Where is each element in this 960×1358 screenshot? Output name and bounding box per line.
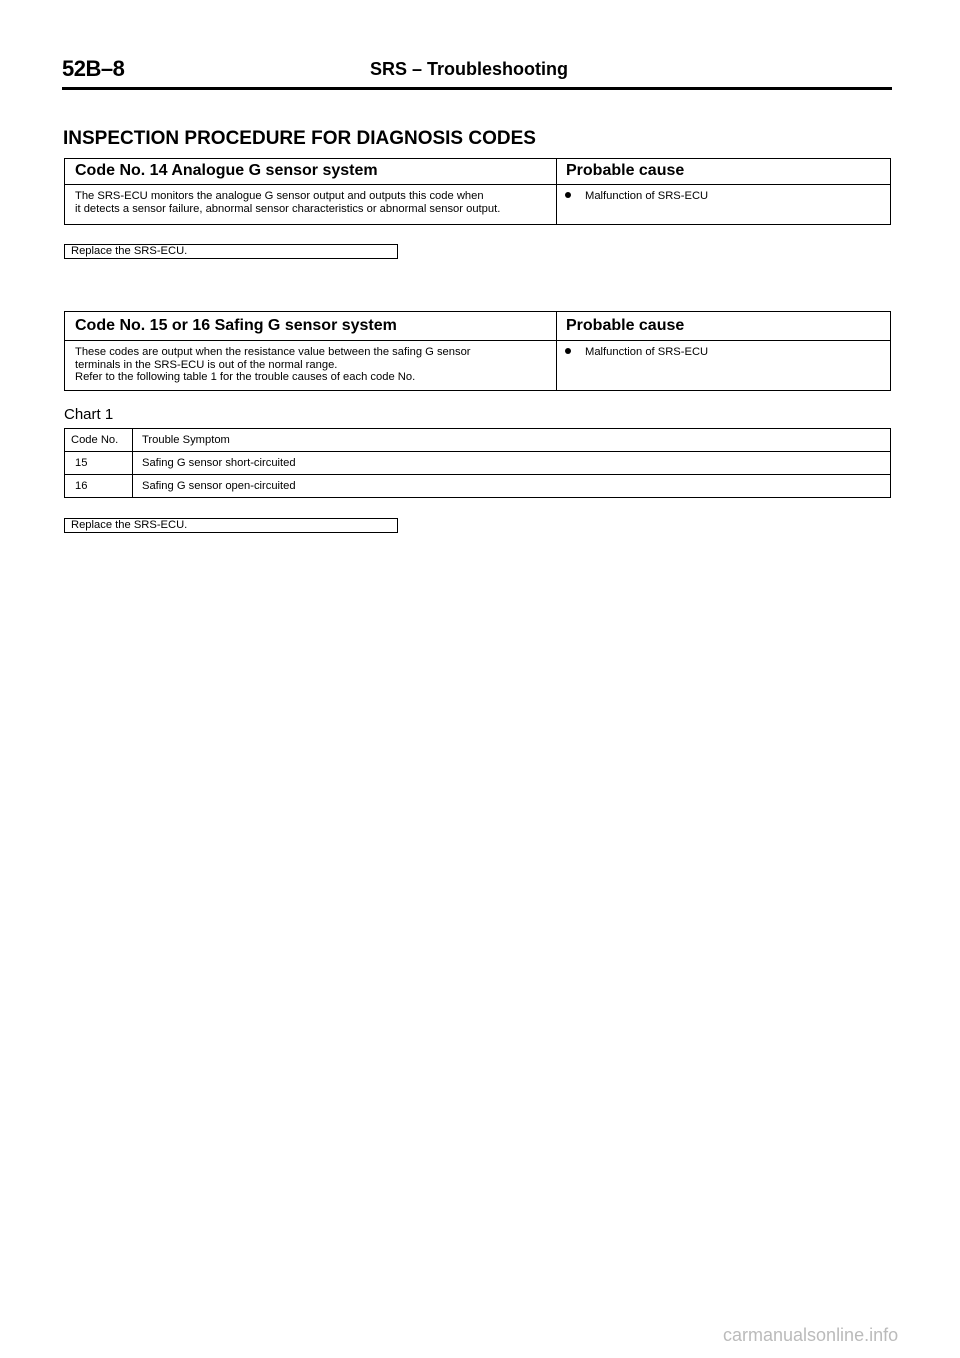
probable-cause-text: Malfunction of SRS-ECU — [585, 346, 709, 358]
watermark: carmanualsonline.info — [723, 1325, 899, 1345]
procedure-header-row — [65, 159, 890, 185]
description-line: The SRS-ECU monitors the analogue G sensor output and outputs this code when — [75, 190, 484, 202]
chart-table — [64, 428, 891, 498]
probable-cause-text: Malfunction of SRS-ECU — [585, 190, 709, 202]
chart-header-row — [65, 429, 890, 452]
procedure-description — [65, 341, 557, 390]
procedure-body-row — [65, 341, 890, 390]
procedure-title: Code No. 15 or 16 Safing G sensor system — [65, 312, 557, 340]
table-row — [65, 452, 890, 475]
table-row — [65, 475, 890, 497]
bullet-icon — [565, 192, 571, 198]
page-heading: INSPECTION PROCEDURE FOR DIAGNOSIS CODES — [63, 128, 536, 149]
section-title: SRS – Troubleshooting — [370, 59, 569, 79]
description-line: terminals in the SRS-ECU is out of the normal range. — [75, 358, 338, 371]
procedure-table-code-15-16 — [64, 311, 891, 391]
chart-label: Chart 1 — [64, 406, 114, 423]
bullet-icon — [565, 348, 571, 354]
page-header — [62, 56, 892, 88]
trouble-symptom-header: Trouble Symptom — [142, 434, 230, 446]
description-line: Refer to the following table 1 for the trouble causes of each code No. — [75, 371, 416, 383]
procedure-body-row — [65, 185, 890, 224]
probable-cause — [557, 185, 890, 224]
procedure-table-code-14 — [64, 158, 891, 225]
action-box: Replace the SRS-ECU. — [64, 518, 398, 533]
description-line: These codes are output when the resistance value between the safing G sensor — [75, 346, 471, 358]
header-rule — [62, 87, 892, 90]
probable-cause-header: Probable cause — [566, 317, 685, 334]
probable-cause-header: Probable cause — [566, 162, 685, 179]
code-no-header: Code No. — [65, 429, 133, 451]
procedure-header-row — [65, 312, 890, 341]
probable-cause — [557, 341, 890, 390]
trouble-symptom-cell: Safing G sensor short-circuited — [142, 457, 296, 469]
code-no-cell: 16 — [65, 475, 133, 497]
action-box: Replace the SRS-ECU. — [64, 244, 398, 259]
description-line: it detects a sensor failure, abnormal sensor characteristics or abnormal sensor output. — [75, 202, 501, 215]
page-number: 52B–8 — [62, 56, 125, 81]
code-no-cell: 15 — [65, 452, 133, 474]
procedure-title: Code No. 14 Analogue G sensor system — [65, 159, 557, 184]
trouble-symptom-cell: Safing G sensor open-circuited — [142, 480, 296, 492]
procedure-description — [65, 185, 557, 224]
